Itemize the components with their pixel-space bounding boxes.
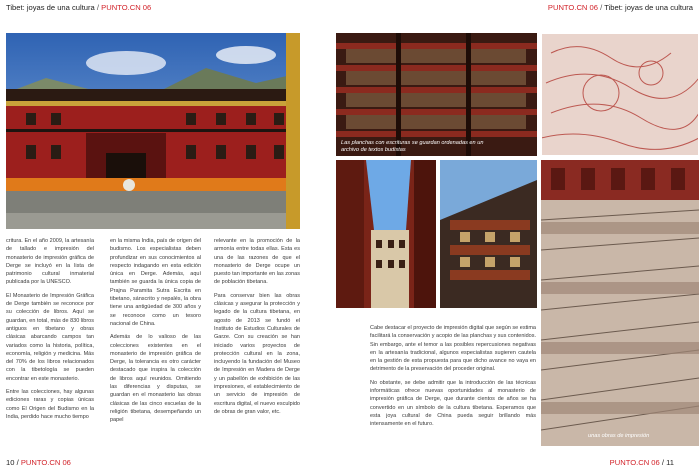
column-3-paragraph: relevante en la promoción de la armonía entre todas ellas. Esta es una de las razones de que el monasterio de Derge ocupe un puesto tan importante en las zonas de población tibetana.: [214, 238, 300, 286]
right-header-separator: /: [600, 3, 603, 12]
left-page-number: 10: [6, 458, 15, 467]
column-2-paragraph: Además de lo valioso de las colecciones existentes en el monasterio de impresión gráfica de Derge, la tolerancia es otro carácter destacado que inspira la colección de libros aquí reunidos. Omitiendo las diferencias y disputas, se guardan en el monasterio las obras clásicas de las cinco escuelas de la religión tibetana, desempeñando un papel: [110, 334, 201, 424]
column-2-paragraph: en la misma India, país de origen del budismo. Los especialistas deben profundizar en sus conocimientos al respecto indagando en esta edición única en Derge. Además, aquí también se guarda la única copia de Prajna Paramita Sutra Escrita en tibetano, sánscrito y nepalés, la obra tiene una antigüedad de 300 años y se reconoce como un tesoro nacional de China.: [110, 238, 201, 327]
right-header-brand: PUNTO.CN 06: [547, 3, 598, 12]
column-4-paragraph: Cabe destacar el proyecto de impresión digital que según se estima facilitará la conservación y acopio de las planchas y sus contenidos. Sin embargo, ante el temor a las posibles repercusiones negativas en la artesanía tradicional, algunos especialistas sugieren cautela en la gestión de esta propuesta para que dicho avance no vaya en detrimento de la preservación del proceder original.: [370, 325, 537, 373]
left-footer: [6, 458, 71, 467]
right-header-title: Tibet: joyas de una cultura: [604, 3, 693, 12]
left-footer-separator: /: [16, 458, 19, 467]
column-1-paragraph: critura. En el año 2009, la artesanía de tallado e impresión del monasterio de impresión gráfica de Derge se incluyó en la lista de patrimonio cultural inmaterial publicada por la UNESCO.: [6, 238, 94, 286]
woodblock-shelves-photo: [336, 33, 537, 156]
right-page-number: 11: [666, 458, 674, 467]
shelves-photo-caption: Las planchas con escrituras se guardan ordenadas en un archivo de textos budistas: [341, 140, 484, 153]
column-1-paragraph: Entre las colecciones, hay algunas ediciones raras y copias únicas como El Origen del Budismo en la India, perdido hace mucho tiempo: [6, 389, 94, 420]
right-footer-separator: /: [661, 458, 664, 467]
right-footer-brand: PUNTO.CN 06: [609, 458, 660, 467]
right-running-header: [548, 3, 693, 12]
left-header-title: Tibet: joyas de una cultura: [6, 3, 95, 12]
printing-photo-caption: unas obras de impresión: [588, 433, 650, 439]
article-column-1: [6, 237, 94, 426]
column-4-paragraph: No obstante, se debe admitir que la introducción de las técnicas informáticas ofrece nuevas oportunidades al monasterio de impresión gráfica de Derge, que durante cientos de años se ha convertido en un símbolo de la cultura tibetana. Esperamos que esta joya cultural de China pueda seguir brillando más intensamente en el futuro.: [370, 379, 536, 428]
courtyard-sky-photo: [336, 160, 436, 308]
left-footer-brand: PUNTO.CN 06: [20, 458, 71, 467]
column-3-paragraph: Para conservar bien las obras clásicas y asegurar la protección y legado de la cultura tibetana, en agosto de 2013 se fundó el Instituto de Estudios Culturales de Garze. Con su creación se han iniciado varios proyectos de protección cultural en la zona, incluyendo la fundación del Museo de Impresión en Madera de Derge y un pabellón de exhibición de las impresiones, el establecimiento de un servicio de impresión de escritura digital, el nuevo esculpido de obras de gran valor, etc.: [214, 292, 300, 415]
right-footer: [610, 458, 674, 467]
article-column-2: [110, 237, 201, 430]
monastery-photo: [6, 33, 300, 229]
printed-sutra-photo: [541, 33, 699, 156]
left-header-brand: PUNTO.CN 06: [101, 3, 152, 12]
printing-blocks-photo: [541, 160, 699, 446]
left-running-header: [6, 3, 151, 12]
left-header-separator: /: [96, 3, 100, 12]
article-column-3: [214, 237, 300, 421]
column-1-paragraph: El Monasterio de Impresión Gráfica de Derge también se reconoce por su colección de libros. Aquí se guardan, en total, más de 830 libros antiguos en tibetano y obras clásicas abarcando campos tan variados como la historia, política, economía, religión y medicina. Más del 70% de los libros relacionados con la tibetología se pueden encontrar en este monasterio.: [6, 292, 94, 382]
article-column-4: [370, 324, 536, 434]
building-facade-photo: [440, 160, 537, 308]
